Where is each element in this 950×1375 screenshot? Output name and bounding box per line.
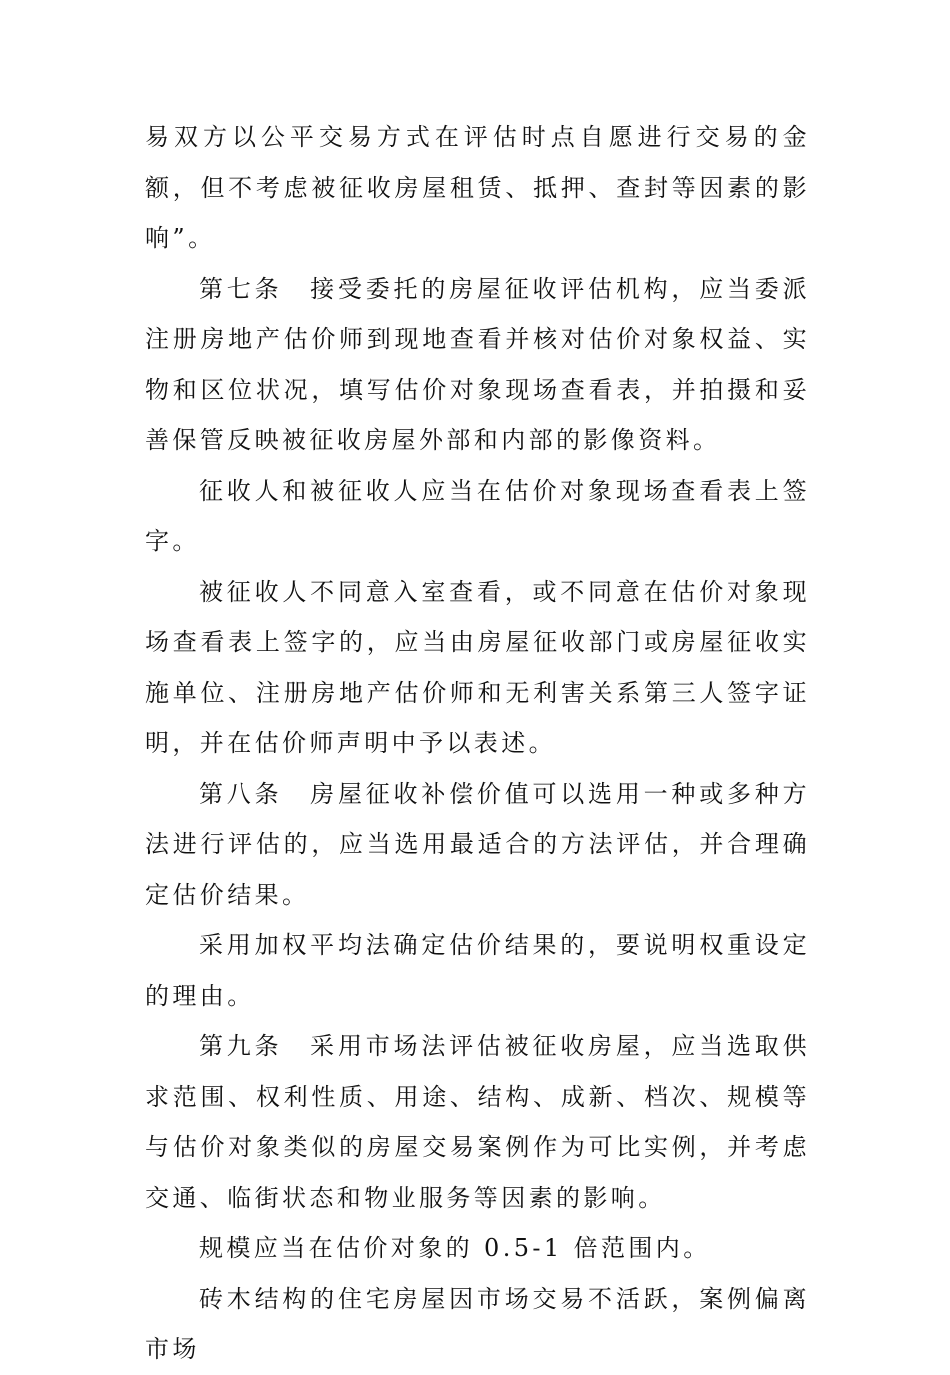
paragraph-weighted-average: 采用加权平均法确定估价结果的，要说明权重设定的理由。: [145, 931, 810, 1010]
paragraph-article-9: 第九条 采用市场法评估被征收房屋，应当选取供求范围、权利性质、用途、结构、成新、档次、规模等与估价对象类似的房屋交易案例作为可比实例，并考虑交通、临街状态和物业服务等因素的影响。: [145, 1032, 810, 1212]
paragraph-brick-wood: 砖木结构的住宅房屋因市场交易不活跃，案例偏离市场: [145, 1284, 810, 1363]
paragraph-article-7: 第七条 接受委托的房屋征收评估机构，应当委派注册房地产估价师到现地查看并核对估价对象权益、实物和区位状况，填写估价对象现场查看表，并拍摄和妥善保管反映被征收房屋外部和内部的影像资料。: [145, 274, 810, 454]
paragraph-article-8: 第八条 房屋征收补偿价值可以选用一种或多种方法进行评估的，应当选用最适合的方法评估，并合理确定估价结果。: [145, 779, 810, 909]
paragraph-continuation: 易双方以公平交易方式在评估时点自愿进行交易的金额，但不考虑被征收房屋租赁、抵押、查封等因素的影响”。: [145, 123, 810, 252]
paragraph-scale-range: 规模应当在估价对象的 0.5-1 倍范围内。: [199, 1234, 711, 1262]
document-body: [145, 112, 810, 1375]
paragraph-signature-requirement: 征收人和被征收人应当在估价对象现场查看表上签字。: [145, 476, 810, 555]
paragraph-refusal-procedure: 被征收人不同意入室查看，或不同意在估价对象现场查看表上签字的，应当由房屋征收部门或房屋征收实施单位、注册房地产估价师和无利害关系第三人签字证明，并在估价师声明中予以表述。: [145, 577, 810, 757]
